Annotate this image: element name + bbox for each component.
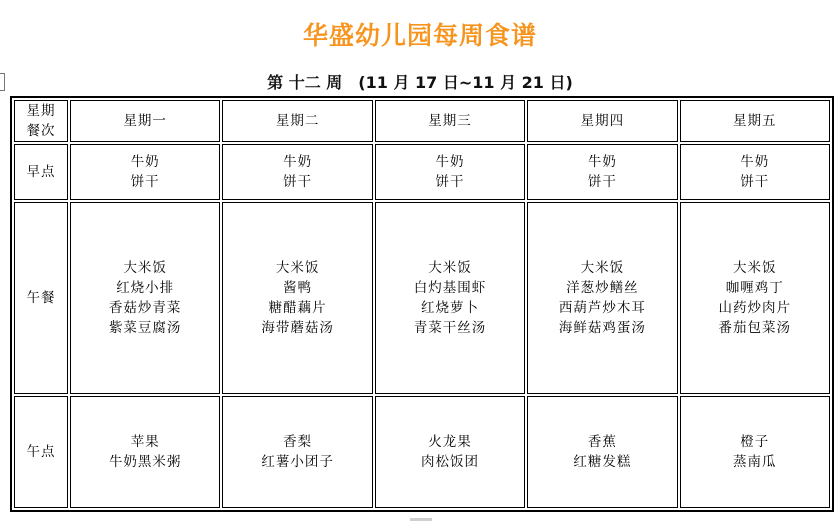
dish: 饼干 <box>283 174 313 190</box>
dish: 番茄包菜汤 <box>718 320 792 336</box>
dish: 红糖发糕 <box>573 454 632 470</box>
dish: 山药炒肉片 <box>718 300 792 316</box>
menu-cell <box>70 396 220 508</box>
day-header-wed: 星期三 <box>375 100 525 142</box>
dish: 橙子 <box>740 434 770 450</box>
menu-cell <box>680 144 830 200</box>
week-subtitle: 第 十二 周 (11 月 17 日~11 月 21 日) <box>267 73 573 92</box>
meal-label-breakfast: 早点 <box>14 144 68 200</box>
dish: 牛奶 <box>587 154 617 170</box>
table-row-snack <box>14 396 830 508</box>
day-header-mon: 星期一 <box>70 100 220 142</box>
menu-cell <box>222 202 372 394</box>
dish: 大米饭 <box>428 260 472 276</box>
dish: 青菜干丝汤 <box>413 320 487 336</box>
dish: 牛奶 <box>283 154 313 170</box>
dish: 苹果 <box>130 434 160 450</box>
corner-weekday-label: 星期 <box>26 103 56 119</box>
page-title: 华盛幼儿园每周食谱 <box>302 21 537 50</box>
dish: 大米饭 <box>580 260 625 276</box>
day-header-thu: 星期四 <box>527 100 677 142</box>
dish: 饼干 <box>587 174 617 190</box>
dish: 大米饭 <box>275 260 320 276</box>
dish: 西葫芦炒木耳 <box>558 300 646 316</box>
corner-cell <box>14 100 68 142</box>
dish: 蒸南瓜 <box>733 454 777 470</box>
dish: 糖醋藕片 <box>268 300 327 316</box>
corner-meal-label: 餐次 <box>26 123 56 139</box>
dish: 牛奶 <box>130 154 160 170</box>
menu-cell <box>222 396 372 508</box>
dish: 饼干 <box>740 174 770 190</box>
menu-cell <box>375 144 525 200</box>
dish: 大米饭 <box>123 260 167 276</box>
menu-cell <box>527 144 677 200</box>
dish: 紫菜豆腐汤 <box>108 320 182 336</box>
dish: 香梨 <box>283 434 313 450</box>
meal-label-snack: 午点 <box>14 396 68 508</box>
table-row-breakfast <box>14 144 830 200</box>
dish: 红薯小团子 <box>261 454 334 470</box>
dish: 火龙果 <box>428 434 472 450</box>
table-row-lunch <box>14 202 830 394</box>
dish: 大米饭 <box>733 260 777 276</box>
menu-cell <box>70 144 220 200</box>
menu-cell <box>527 396 677 508</box>
dish: 海带蘑菇汤 <box>261 320 334 336</box>
menu-cell <box>680 396 830 508</box>
dish: 海鲜菇鸡蛋汤 <box>558 320 646 336</box>
dish: 红烧萝卜 <box>420 300 479 316</box>
dish: 饼干 <box>435 174 465 190</box>
dish: 酱鸭 <box>283 280 313 296</box>
menu-cell <box>375 202 525 394</box>
menu-cell <box>375 396 525 508</box>
table-header-row <box>14 100 830 142</box>
meal-label-lunch: 午餐 <box>14 202 68 394</box>
menu-cell <box>70 202 220 394</box>
dish: 香蕉 <box>587 434 617 450</box>
dish: 牛奶 <box>435 154 465 170</box>
dish: 饼干 <box>130 174 160 190</box>
weekly-menu-table <box>10 96 834 512</box>
day-header-fri: 星期五 <box>680 100 830 142</box>
day-header-tue: 星期二 <box>222 100 372 142</box>
dish: 咖喱鸡丁 <box>725 280 784 296</box>
dish: 香菇炒青菜 <box>108 300 182 316</box>
dish: 洋葱炒鳝丝 <box>566 280 639 296</box>
menu-cell <box>527 202 677 394</box>
dish: 牛奶黑米粥 <box>108 454 182 470</box>
dish: 牛奶 <box>740 154 770 170</box>
dish: 白灼基围虾 <box>413 280 487 296</box>
menu-cell <box>222 144 372 200</box>
dish: 红烧小排 <box>116 280 175 296</box>
menu-cell <box>680 202 830 394</box>
dish: 肉松饭团 <box>420 454 479 470</box>
